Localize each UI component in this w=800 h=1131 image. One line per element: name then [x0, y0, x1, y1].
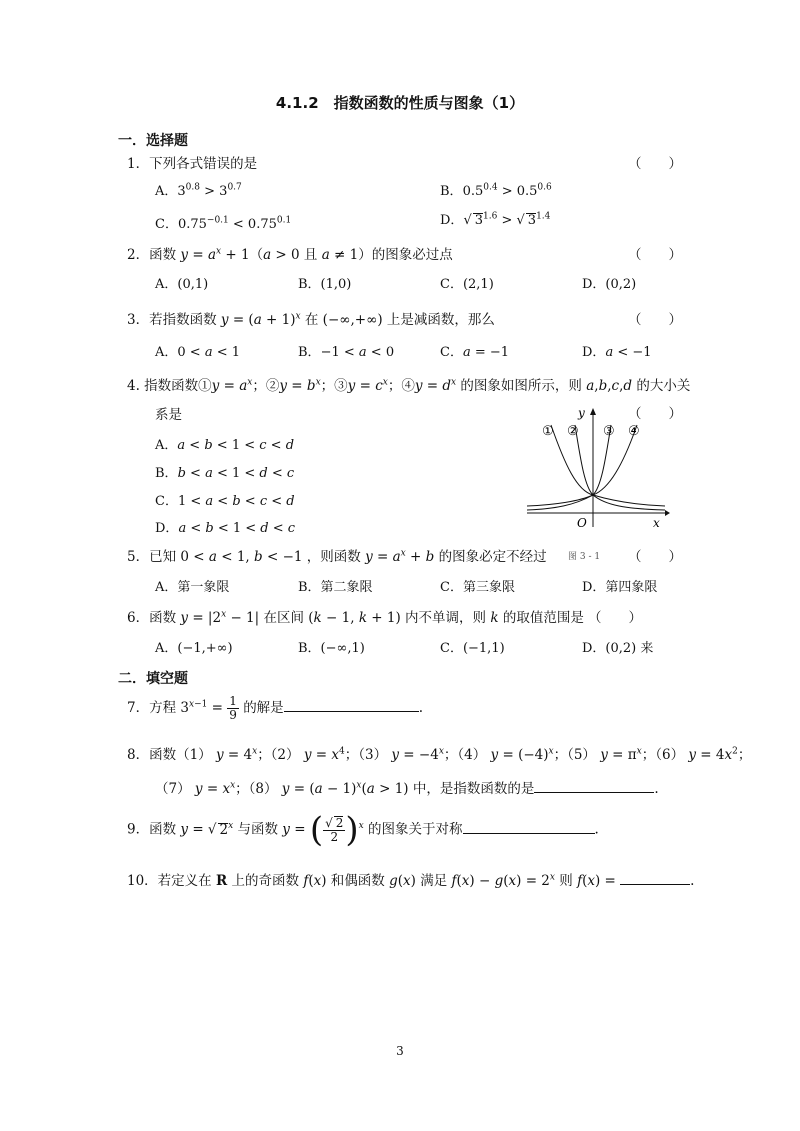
q2-stem: 2．函数 $y = a^x + 1(a > 0$ 且 a ≠ 1）的图象必过点: [127, 246, 453, 263]
q8-stem: 8．函数（1） $y = 4^x$；（2） $y = x^4$；（3） $y = -4^x$；（4） $y = (-4)^x$；（5） $y = \pi^x$；（6） $y = 4x^2$；: [127, 746, 752, 763]
section-fill: 二．填空题: [118, 671, 188, 687]
x-axis-arrow: [665, 510, 670, 516]
q2-paren: （ ）: [628, 247, 682, 263]
page-number: 3: [396, 1044, 404, 1058]
curve-2-label: ②: [567, 424, 579, 439]
q6-stem: 6．函数 $y = |2^x - 1|$ 在区间 (k − 1, k + 1) 内不单调，则 k 的取值范围是: [127, 609, 584, 626]
q2-option-c: C．(2,1): [440, 277, 494, 292]
figure-caption: 图 3 - 1: [568, 552, 601, 562]
q5-paren: （ ）: [628, 549, 682, 565]
exponential-graph: [525, 405, 670, 530]
curve-1-label: ①: [542, 424, 554, 439]
q4-stem-cont: 系是: [155, 407, 182, 423]
q5-option-a: A．第一象限: [155, 580, 230, 595]
q4-paren: （ ）: [628, 406, 682, 422]
q1-option-c: C．$0.75^{-0.1} < 0.75^{0.1}$: [155, 215, 292, 232]
q3-option-c: C．a = −1: [440, 345, 510, 360]
q1-option-b: B．$0.5^{0.4} > 0.5^{0.6}$: [440, 182, 552, 199]
q5-option-c: C．第三象限: [440, 580, 515, 595]
q2-option-b: B．(1,0): [298, 277, 352, 292]
q9-stem: 9．函数 y = √ 2$^x$ 与函数 y = ( $\frac{√ 2}{2}$ )$^x$ 的图象关于对称 .: [127, 810, 599, 850]
q10-stem: 10．若定义在 R 上的奇函数 f(x) 和偶函数 g(x) 满足 $f(x) - g(x) = 2^x$ 则 f(x) = .: [127, 872, 695, 889]
q3-option-b: B．−1 < a < 0: [298, 345, 395, 360]
q3-option-a: A．0 < a < 1: [155, 345, 241, 360]
q1-option-a: A．$3^{0.8} > 3^{0.7}$: [155, 182, 242, 199]
page-title: 4.1.2 指数函数的性质与图象（1）: [275, 94, 525, 112]
y-axis-arrow: [590, 408, 596, 415]
q10-blank[interactable]: [620, 872, 690, 885]
q1-paren: （ ）: [628, 156, 682, 172]
q2-option-a: A．(0,1): [155, 277, 209, 292]
q1-option-d: D．√ $3^{1.6}$ > √ $3^{1.4}$: [440, 211, 551, 228]
q4-stem: 4. 指数函数①y = $a^x$；②y = $b^x$；③y = $c^x$；④y = $d^x$ 的图象如图所示，则 a,b,c,d 的大小关: [127, 377, 691, 394]
q3-option-d: D．a < −1: [582, 345, 652, 360]
q8-stem-cont: （7） $y = x^x$；（8） $y = (a - 1)^x(a > 1)$ 中，是指数函数的是 .: [155, 780, 659, 797]
q6-option-a: A．(−1,+∞): [155, 641, 233, 656]
q6-option-c: C．(−1,1): [440, 641, 505, 656]
q4-option-c: C．1 < a < b < c < d: [155, 494, 295, 509]
q4-option-b: B．b < a < 1 < d < c: [155, 466, 295, 481]
q4-option-d: D．a < b < 1 < d < c: [155, 521, 296, 536]
q2-option-d: D．(0,2): [582, 277, 637, 292]
section-choice: 一．选择题: [118, 133, 188, 149]
q7-stem: 7．方程 $3^{x-1}$ = $\frac{1}{9}$ 的解是 .: [127, 694, 423, 722]
y-axis-label: y: [578, 406, 585, 420]
q5-option-d: D．第四象限: [582, 580, 658, 595]
q4-option-a: A．a < b < 1 < c < d: [155, 438, 295, 453]
q5-option-b: B．第二象限: [298, 580, 373, 595]
curve-4-label: ④: [628, 424, 640, 439]
q3-stem: 3．若指数函数 $y = (a + 1)^x$ 在 (−∞,+∞) 上是减函数，那么: [127, 311, 495, 328]
curve-3-label: ③: [603, 424, 615, 439]
q6-option-b: B．(−∞,1): [298, 641, 365, 656]
q6-option-d: D．(0,2) 来: [582, 641, 654, 656]
q8-blank[interactable]: [534, 780, 654, 793]
q5-stem: 5．已知 0 < a < 1, b < −1 ，则函数 $y = a^x + b$ 的图象必定不经过: [127, 548, 547, 565]
q3-paren: （ ）: [628, 312, 682, 328]
q1-stem: 1．下列各式错误的是: [127, 156, 258, 172]
q6-paren: （ ）: [588, 610, 642, 626]
q9-blank[interactable]: [463, 821, 595, 834]
x-axis-label: x: [653, 516, 660, 530]
origin-label: O: [577, 516, 587, 530]
q7-blank[interactable]: [284, 699, 419, 712]
